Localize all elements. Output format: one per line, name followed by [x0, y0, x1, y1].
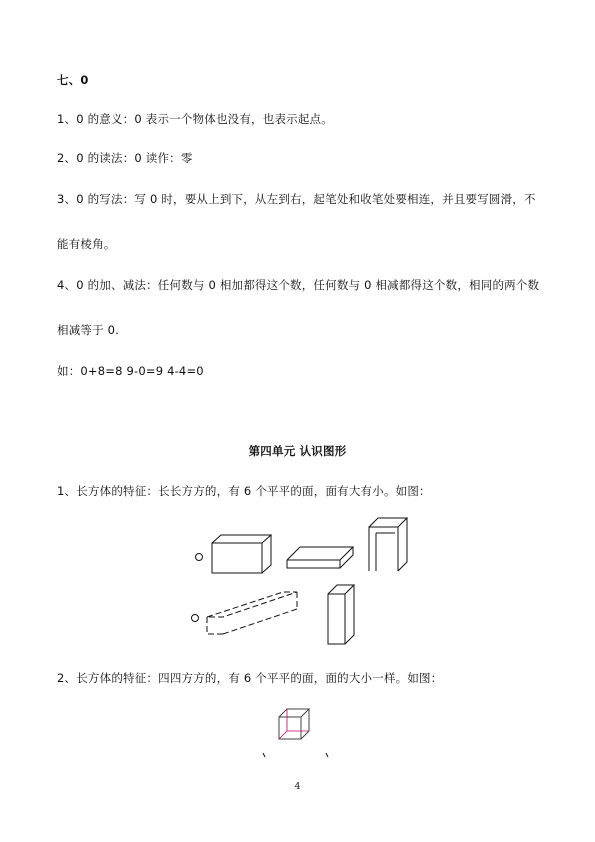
cuboid-5	[328, 585, 354, 644]
item-0-meaning: 1、0 的意义：0 表示一个物体也没有，也表示起点。	[57, 112, 333, 126]
page-number: 4	[294, 782, 301, 792]
cuboid-2	[287, 547, 353, 568]
unit-title: 第四单元 认识图形	[248, 444, 347, 458]
example-line: 如：0+8=8 9-0=9 4-4=0	[57, 364, 204, 378]
item-0-writing-cont: 能有棱角。	[57, 237, 116, 251]
item-0-add-sub-cont: 相减等于 0.	[57, 323, 120, 337]
cube-figure	[279, 709, 309, 739]
cuboid-feature-line: 1、长方体的特征：长长方方的，有 6 个平平的面，面有大有小。如图：	[57, 484, 431, 498]
item-0-reading: 2、0 的读法：0 读作：零	[57, 151, 193, 165]
cube-feature-line: 2、长方体的特征：四四方方的，有 6 个平平的面，面的大小一样。如图：	[57, 671, 443, 685]
item-0-writing: 3、0 的写法：写 0 时，要从上到下，从左到右，起笔处和收笔处要相连，并且要写圆滑，不	[57, 192, 536, 206]
figure-label-2-circle	[192, 615, 199, 622]
section-heading: 七、0	[57, 73, 89, 87]
cuboid-3	[369, 518, 407, 571]
cuboid-1	[212, 535, 271, 573]
cuboid-4	[207, 592, 297, 634]
item-0-add-sub: 4、0 的加、减法：任何数与 0 相加都得这个数，任何数与 0 相减都得这个数，相同的两个数	[57, 278, 540, 292]
figure-label-1-circle	[196, 554, 203, 561]
